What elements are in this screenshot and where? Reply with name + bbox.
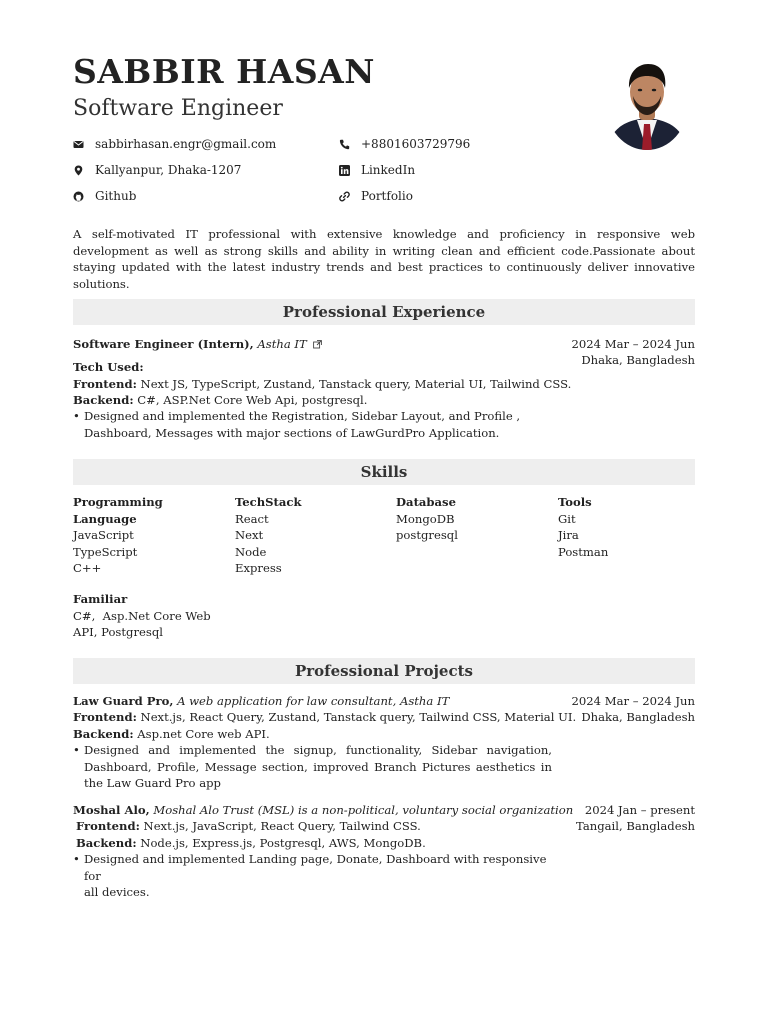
bullet-dot: •	[73, 409, 80, 423]
envelope-icon	[73, 139, 84, 150]
experience-bullet	[73, 408, 553, 441]
bullet-dot: •	[73, 743, 80, 757]
frontend-label: Frontend:	[76, 819, 140, 833]
section-heading-skills: Skills	[73, 459, 695, 485]
project-description: A web application for law consultant, Astha IT	[177, 694, 450, 708]
skill-item: Postman	[558, 544, 609, 559]
backend-label: Backend:	[73, 727, 134, 741]
experience-company[interactable]: Astha IT	[257, 337, 307, 351]
project-header	[73, 693, 449, 710]
frontend-label: Frontend:	[73, 377, 137, 391]
backend-value: Node.js, Express.js, Postgresql, AWS, MongoDB.	[140, 836, 426, 850]
skill-column-programming	[73, 494, 223, 577]
project-description: Moshal Alo Trust (MSL) is a non-political, voluntary social organization	[153, 803, 574, 817]
contact-linkedin[interactable]	[339, 163, 415, 177]
contact-phone[interactable]	[339, 137, 470, 151]
github-text[interactable]: Github	[95, 189, 137, 203]
bullet-line: Designed and implemented the Registration, Sidebar Layout, and Profile ,	[84, 409, 521, 423]
skill-item: Git	[558, 511, 576, 526]
project-bullet	[73, 851, 563, 901]
tech-used-label: Tech Used:	[73, 360, 144, 374]
frontend-value: Next.js, React Query, Zustand, Tanstack query, Tailwind CSS, Material UI.	[140, 710, 577, 724]
skill-item: C#, Asp.Net Core Web	[73, 608, 211, 623]
experience-header	[73, 336, 322, 353]
skill-heading: Database	[396, 495, 456, 509]
skill-item: React	[235, 511, 269, 526]
github-icon	[73, 191, 84, 202]
candidate-title: Software Engineer	[73, 96, 283, 121]
skill-item: Next	[235, 528, 264, 542]
project-backend	[73, 726, 270, 743]
backend-value: C#, ASP.Net Core Web Api, postgresql.	[137, 393, 368, 407]
address-text: Kallyanpur, Dhaka-1207	[95, 163, 242, 177]
phone-icon	[339, 139, 350, 150]
phone-text[interactable]: +8801603729796	[361, 137, 471, 151]
project-header	[73, 802, 573, 819]
skill-heading: Familiar	[73, 592, 128, 606]
project-frontend	[76, 818, 421, 835]
experience-dates: 2024 Mar – 2024 Jun	[571, 337, 695, 351]
experience-frontend	[73, 376, 571, 393]
skill-item: JavaScript	[73, 528, 134, 542]
backend-label: Backend:	[73, 393, 134, 407]
bullet-line: Dashboard, Messages with major sections of LawGurdPro Application.	[84, 425, 500, 440]
contact-address	[73, 163, 241, 177]
experience-location: Dhaka, Bangladesh	[581, 353, 695, 367]
skill-item: Express	[235, 561, 282, 575]
experience-role: Software Engineer (Intern),	[73, 337, 254, 351]
skill-item: postgresql	[396, 528, 458, 542]
bullet-dot: •	[73, 852, 80, 866]
contact-portfolio[interactable]	[339, 189, 413, 203]
project-location: Tangail, Bangladesh	[576, 819, 695, 833]
skill-heading: Tools	[558, 495, 592, 509]
avatar	[606, 58, 688, 150]
contact-github[interactable]	[73, 189, 136, 203]
bullet-line: Designed and implemented Landing page, Donate, Dashboard with responsive for	[84, 852, 547, 883]
project-dates: 2024 Mar – 2024 Jun	[571, 694, 695, 708]
project-frontend	[73, 709, 576, 726]
link-icon	[339, 191, 350, 202]
project-backend	[76, 835, 426, 852]
frontend-label: Frontend:	[73, 710, 137, 724]
project-bullet	[73, 742, 552, 792]
linkedin-icon	[339, 165, 350, 176]
external-link-icon[interactable]	[313, 337, 322, 354]
skill-column-tools	[558, 494, 708, 560]
project-location: Dhaka, Bangladesh	[581, 710, 695, 724]
experience-backend	[73, 392, 367, 409]
project-name: Moshal Alo,	[73, 803, 150, 817]
skill-item: API, Postgresql	[73, 625, 163, 639]
profile-photo	[606, 58, 688, 150]
summary-paragraph: A self-motivated IT professional with extensive knowledge and proficiency in responsive web development as well as strong skills and ability in writing clean and efficient code.Passionate about staying updated with the latest industry trends and best practices to continuously deliver innovative solutions.	[73, 227, 695, 291]
skill-item: MongoDB	[396, 511, 455, 526]
skill-item: Jira	[558, 528, 579, 542]
section-heading-projects: Professional Projects	[73, 658, 695, 684]
skill-heading: Programming	[73, 495, 163, 509]
frontend-value: Next JS, TypeScript, Zustand, Tanstack query, Material UI, Tailwind CSS.	[140, 377, 572, 391]
backend-value: Asp.net Core web API.	[137, 727, 270, 741]
skill-item: Node	[235, 544, 267, 559]
frontend-value: Next.js, JavaScript, React Query, Tailwind CSS.	[143, 819, 421, 833]
email-text[interactable]: sabbirhasan.engr@gmail.com	[95, 137, 277, 151]
skill-column-techstack	[235, 494, 385, 577]
backend-label: Backend:	[76, 836, 137, 850]
map-pin-icon	[73, 165, 84, 176]
section-heading-experience: Professional Experience	[73, 299, 695, 325]
linkedin-text[interactable]: LinkedIn	[361, 163, 416, 177]
skill-heading: Language	[73, 511, 137, 526]
skill-heading: TechStack	[235, 495, 302, 509]
bullet-text: Designed and implemented the signup, functionality, Sidebar navigation, Dashboard, Profile, Message section, improved Branch Pictures aesthetics in the Law Guard Pro app	[84, 743, 552, 790]
candidate-name: SABBIR HASAN	[73, 52, 375, 91]
skill-column-database	[396, 494, 546, 544]
skill-item: C++	[73, 561, 102, 575]
portfolio-text[interactable]: Portfolio	[361, 189, 413, 203]
project-dates: 2024 Jan – present	[584, 803, 695, 817]
project-name: Law Guard Pro,	[73, 694, 174, 708]
skill-item: TypeScript	[73, 544, 138, 559]
contact-email[interactable]	[73, 137, 276, 151]
bullet-line: all devices.	[84, 885, 150, 899]
skill-column-familiar	[73, 591, 223, 641]
